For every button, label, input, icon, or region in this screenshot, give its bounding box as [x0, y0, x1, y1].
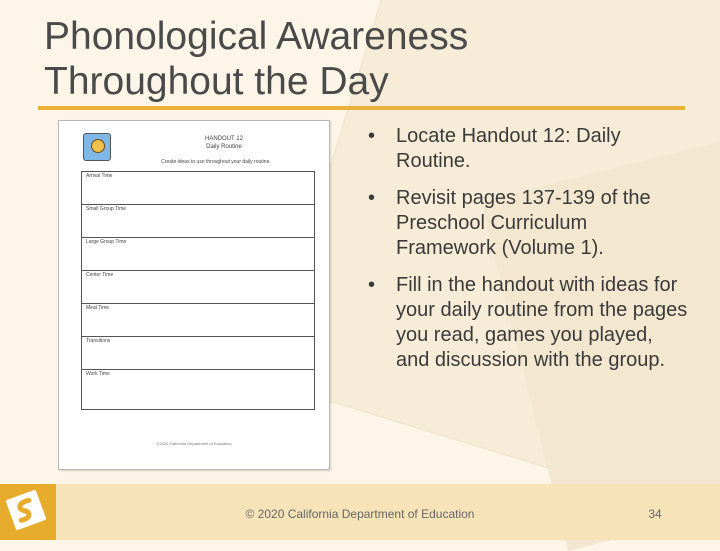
- bullet-item: [368, 273, 688, 373]
- handout-heading-line-2: Daily Routine: [206, 144, 242, 150]
- page-number: 34: [648, 507, 662, 521]
- handout-row-label: Arrival Time: [86, 173, 113, 179]
- handout-thumbnail: [58, 120, 330, 470]
- handout-row-label: Center Time: [86, 272, 114, 278]
- slide-title: [44, 14, 664, 104]
- handout-heading-line-1: HANDOUT 12: [205, 136, 243, 142]
- cde-logo: [0, 484, 56, 540]
- bullet-item: [368, 186, 688, 261]
- title-underline: [38, 106, 685, 110]
- handout-row: [82, 369, 314, 402]
- bullet-icon: •: [368, 187, 376, 209]
- handout-row: [82, 336, 314, 369]
- bullet-icon: •: [368, 125, 376, 147]
- handout-row: [82, 303, 314, 336]
- handout-row-label: Large Group Time: [86, 239, 127, 245]
- handout-row: [82, 270, 314, 303]
- handout-footer: ©2020 California Department of Education: [156, 441, 232, 446]
- bullet-text: Locate Handout 12: Daily Routine.: [396, 125, 621, 172]
- handout-row-label: Meal Time: [86, 305, 110, 311]
- logo-icon: [0, 484, 51, 535]
- handout-row-label: Work Time: [86, 371, 110, 377]
- handout-routine-table: [81, 171, 315, 410]
- handout-instruction: Create ideas to use throughout your daily routine.: [161, 159, 271, 165]
- owl-icon: [83, 133, 111, 161]
- bullet-text: Fill in the handout with ideas for your daily routine from the pages you read, games you played, and discussion with the group.: [396, 274, 688, 371]
- handout-row-label: Transitions: [86, 338, 111, 344]
- slide-title-line-2: Throughout the Day: [44, 60, 389, 103]
- handout-row: [82, 171, 314, 204]
- handout-row: [82, 204, 314, 237]
- footer-copyright: © 2020 California Department of Education: [245, 507, 475, 521]
- handout-row-label: Small Group Time: [86, 206, 127, 212]
- handout-heading: [169, 135, 279, 151]
- bullet-text: Revisit pages 137-139 of the Preschool Curriculum Framework (Volume 1).: [396, 187, 651, 259]
- bullet-item: [368, 124, 688, 174]
- bullet-icon: •: [368, 274, 376, 296]
- handout-row: [82, 237, 314, 270]
- bullet-list: [368, 124, 688, 385]
- slide-title-line-1: Phonological Awareness: [44, 15, 469, 58]
